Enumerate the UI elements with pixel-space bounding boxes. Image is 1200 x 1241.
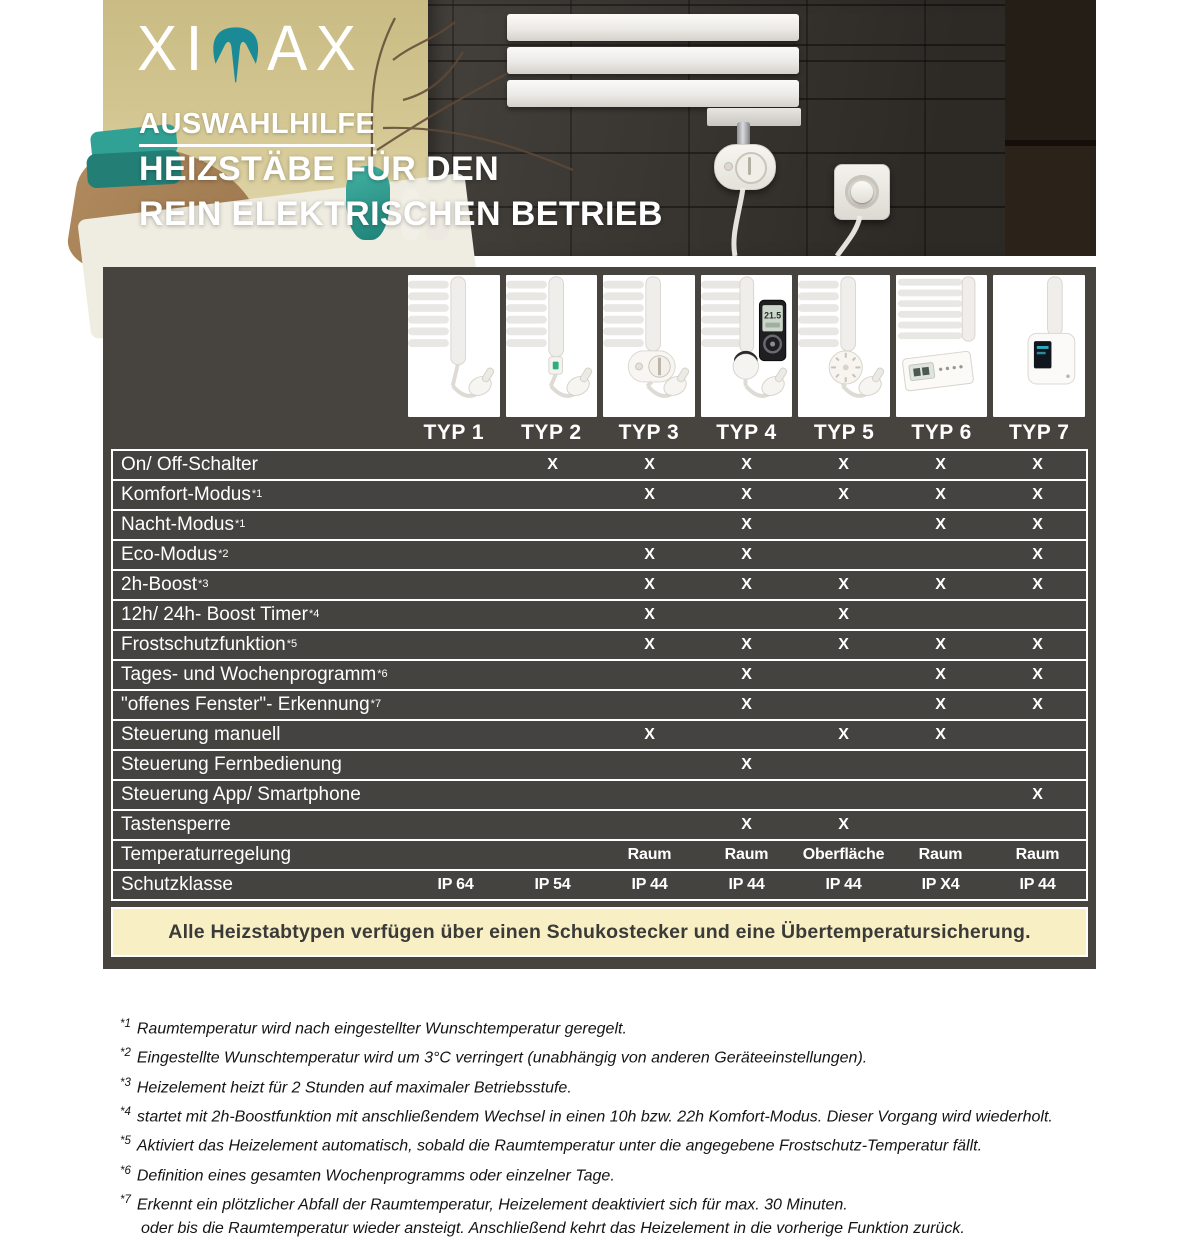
feature-value-cell: X [838, 816, 849, 833]
feature-row [113, 541, 1086, 571]
feature-row [113, 631, 1086, 661]
feature-label: Steuerung Fernbedienung [121, 754, 342, 775]
footnote-marker: *2 [120, 1047, 131, 1060]
feature-value-cell: X [935, 486, 946, 503]
feature-value-cell [698, 781, 795, 809]
footnote [120, 1071, 1080, 1100]
feature-value-cell: X [838, 726, 849, 743]
feature-label: 12h/ 24h- Boost Timer *4 [121, 604, 320, 625]
column-header-typ5: TYP 5 [813, 421, 875, 444]
feature-value-cell: X [741, 486, 752, 503]
feature-row [113, 841, 1086, 871]
feature-value-cell: X [1032, 696, 1043, 713]
footnote-text: Aktiviert das Heizelement automatisch, sobald die Raumtemperatur unter die angegebene Frostschutz-Temperatur fällt. [136, 1137, 983, 1155]
ximax-logo [137, 12, 365, 92]
feature-value-cell [407, 451, 504, 479]
feature-value-cell [504, 601, 601, 629]
feature-value-cell [795, 511, 892, 539]
tiles-row-spacer [111, 275, 405, 417]
feature-value-cell [504, 631, 601, 659]
feature-value-cell: IP 44 [728, 876, 765, 893]
feature-row [113, 481, 1086, 511]
feature-value-cell [504, 841, 601, 869]
feature-value-cell: X [741, 756, 752, 773]
feature-label: Steuerung App/ Smartphone [121, 784, 361, 805]
feature-row [113, 451, 1086, 481]
feature-value-cell: X [644, 486, 655, 503]
feature-value-cell: X [838, 636, 849, 653]
feature-value-cell [601, 661, 698, 689]
feature-value-cell [504, 781, 601, 809]
column-header-typ3: TYP 3 [618, 421, 680, 444]
feature-value-cell [601, 811, 698, 839]
footnote-marker: *6 [120, 1164, 131, 1177]
feature-value-cell: X [1032, 546, 1043, 563]
feature-value-cell: X [741, 636, 752, 653]
column-header-typ2: TYP 2 [521, 421, 582, 444]
feature-value-cell: Oberfläche [802, 846, 885, 863]
feature-label: Tastensperre [121, 814, 231, 835]
feature-value-cell: X [741, 666, 752, 683]
feature-value-cell: X [935, 636, 946, 653]
feature-value-cell [601, 691, 698, 719]
feature-value-cell: X [1032, 576, 1043, 593]
feature-row [113, 811, 1086, 841]
feature-row [113, 691, 1086, 721]
feature-value-cell [407, 781, 504, 809]
ximax-m-icon [209, 16, 264, 92]
page-title-line2: REIN ELEKTRISCHEN BETRIEB [139, 195, 663, 233]
footnote-text: Erkennt ein plötzlicher Abfall der Raumtemperatur, Heizelement deaktiviert sich für max. 30 Minuten. [136, 1196, 848, 1214]
feature-value-cell: IP X4 [921, 876, 960, 893]
footnote [120, 1129, 1080, 1158]
feature-value-cell [407, 601, 504, 629]
footnote-marker: *7 [120, 1193, 131, 1206]
feature-value-cell: X [1032, 666, 1043, 683]
footnote-text: Heizelement heizt für 2 Stunden auf maximaler Betriebsstufe. [136, 1078, 572, 1096]
column-header-row [111, 417, 1088, 449]
feature-row [113, 571, 1086, 601]
feature-value-cell: X [935, 456, 946, 473]
feature-value-cell [601, 511, 698, 539]
feature-value-cell: IP 44 [1019, 876, 1056, 893]
feature-value-cell [601, 751, 698, 779]
feature-value-cell: X [644, 546, 655, 563]
footnote [120, 1188, 1080, 1217]
feature-label: Tages- und Wochenprogramm *6 [121, 664, 388, 685]
content-column [103, 0, 1096, 1238]
feature-value-cell [795, 541, 892, 569]
page-title-line1: HEIZSTÄBE FÜR DEN [139, 150, 500, 188]
feature-value-cell: X [741, 546, 752, 563]
feature-value-cell: X [838, 456, 849, 473]
typ-6-product-image [896, 275, 988, 417]
feature-value-cell: Raum [1015, 846, 1060, 863]
feature-value-cell: X [1032, 486, 1043, 503]
feature-value-cell: IP 64 [437, 876, 474, 893]
feature-value-cell [989, 601, 1086, 629]
feature-value-cell [504, 511, 601, 539]
feature-value-cell: X [741, 516, 752, 533]
feature-value-cell: X [935, 666, 946, 683]
feature-value-cell [892, 811, 989, 839]
feature-value-cell [407, 841, 504, 869]
footnote-text: startet mit 2h-Boostfunktion mit anschließendem Wechsel in einen 10h bzw. 22h Komfort-Modus. Dieser Vorgang wird wiederholt. [136, 1108, 1053, 1126]
typ-4-product-image [701, 275, 793, 417]
feature-value-cell: IP 44 [631, 876, 668, 893]
typ-3-product-image [603, 275, 695, 417]
typ-1-product-image [408, 275, 500, 417]
footnote-marker: *3 [120, 1076, 131, 1089]
feature-value-cell [504, 541, 601, 569]
feature-value-cell [892, 751, 989, 779]
feature-value-cell: X [1032, 786, 1043, 803]
footnote-text: Definition eines gesamten Wochenprogramms oder einzelner Tage. [136, 1166, 615, 1184]
feature-value-cell: X [1032, 456, 1043, 473]
feature-label: Eco-Modus *2 [121, 544, 229, 565]
footnote-marker: *4 [120, 1105, 131, 1118]
feature-value-cell [407, 541, 504, 569]
footnote-marker: *5 [120, 1135, 131, 1148]
feature-value-cell [407, 721, 504, 749]
feature-label: Steuerung manuell [121, 724, 281, 745]
footnote-text: Raumtemperatur wird nach eingestellter Wunschtemperatur geregelt. [136, 1020, 627, 1038]
feature-row [113, 871, 1086, 899]
feature-label: Temperaturregelung [121, 844, 292, 865]
feature-value-cell: X [644, 636, 655, 653]
feature-value-cell: X [644, 726, 655, 743]
typ-5-product-image [798, 275, 890, 417]
feature-row [113, 511, 1086, 541]
feature-value-cell [795, 691, 892, 719]
feature-value-cell: X [935, 576, 946, 593]
feature-value-cell [407, 481, 504, 509]
logo-text-right: AX [267, 12, 365, 84]
feature-label: 2h-Boost *3 [121, 574, 209, 595]
column-header-typ6: TYP 6 [911, 421, 972, 444]
feature-value-cell [892, 601, 989, 629]
feature-value-cell [989, 811, 1086, 839]
logo-text-left: XI [137, 12, 211, 84]
feature-value-cell [504, 721, 601, 749]
footnotes-section [120, 1012, 1080, 1241]
footnote [120, 1012, 1080, 1041]
feature-value-cell [407, 691, 504, 719]
feature-value-cell: X [741, 456, 752, 473]
footnote [120, 1159, 1080, 1188]
feature-row [113, 661, 1086, 691]
feature-value-cell: X [644, 606, 655, 623]
feature-value-cell: X [838, 576, 849, 593]
feature-value-cell: X [741, 816, 752, 833]
feature-value-cell: X [644, 576, 655, 593]
feature-label: On/ Off-Schalter [121, 454, 258, 475]
feature-value-cell: X [1032, 516, 1043, 533]
feature-value-cell [504, 481, 601, 509]
footnote-marker: *1 [120, 1018, 131, 1030]
feature-value-cell: X [935, 516, 946, 533]
feature-value-cell [795, 661, 892, 689]
feature-label: Frostschutzfunktion *5 [121, 634, 298, 655]
header-row-spacer [111, 417, 405, 449]
feature-value-cell: X [838, 486, 849, 503]
feature-value-cell: X [935, 696, 946, 713]
feature-value-cell [892, 541, 989, 569]
feature-value-cell: IP 54 [534, 876, 571, 893]
feature-value-cell [407, 661, 504, 689]
feature-value-cell: X [1032, 636, 1043, 653]
column-header-typ1: TYP 1 [423, 421, 485, 444]
eyebrow-heading: AUSWAHLHILFE [139, 108, 375, 147]
feature-value-cell [504, 571, 601, 599]
feature-table-body [111, 449, 1088, 901]
feature-value-cell [504, 811, 601, 839]
feature-value-cell: X [741, 576, 752, 593]
feature-value-cell [504, 751, 601, 779]
feature-label: Schutzklasse [121, 874, 233, 895]
hero-banner [103, 0, 1096, 256]
feature-value-cell [795, 751, 892, 779]
feature-value-cell [989, 721, 1086, 749]
feature-value-cell [601, 781, 698, 809]
feature-value-cell: X [547, 456, 558, 473]
feature-value-cell [407, 751, 504, 779]
feature-value-cell [698, 601, 795, 629]
footnote [120, 1100, 1080, 1129]
column-header-typ7: TYP 7 [1008, 421, 1070, 444]
feature-value-cell: Raum [627, 846, 672, 863]
typ-2-product-image [506, 275, 598, 417]
feature-value-cell [407, 631, 504, 659]
feature-row [113, 601, 1086, 631]
feature-value-cell [892, 781, 989, 809]
feature-value-cell [504, 691, 601, 719]
column-header-typ4: TYP 4 [716, 421, 777, 444]
feature-value-cell: Raum [724, 846, 769, 863]
feature-value-cell [795, 781, 892, 809]
feature-value-cell [407, 811, 504, 839]
feature-value-cell [504, 661, 601, 689]
feature-label: Nacht-Modus *1 [121, 514, 246, 535]
footnote-text: Eingestellte Wunschtemperatur wird um 3°C verringert (unabhängig von anderen Geräteeinstellungen). [136, 1049, 868, 1067]
feature-value-cell [989, 751, 1086, 779]
product-tiles-row [111, 275, 1088, 417]
footnote-text: oder bis die Raumtemperatur wieder ansteigt. Anschließend kehrt das Heizelement in die vorherige Funktion zurück. [141, 1220, 965, 1238]
feature-value-cell: X [644, 456, 655, 473]
feature-value-cell: Raum [918, 846, 963, 863]
feature-value-cell: X [741, 696, 752, 713]
feature-value-cell: IP 44 [825, 876, 862, 893]
info-banner-text: Alle Heizstabtypen verfügen über einen Schukostecker und eine Übertemperatursicherung. [168, 920, 1031, 943]
feature-value-cell [698, 721, 795, 749]
footnote-continuation [120, 1217, 1080, 1241]
feature-value-cell: X [935, 726, 946, 743]
feature-label: "offenes Fenster"- Erkennung *7 [121, 694, 382, 715]
feature-value-cell [407, 571, 504, 599]
feature-value-cell: X [838, 606, 849, 623]
feature-value-cell [407, 511, 504, 539]
footnote [120, 1041, 1080, 1070]
comparison-panel [103, 267, 1096, 969]
typ-7-product-image [993, 275, 1085, 417]
info-banner [111, 907, 1088, 957]
svg-text:21.5: 21.5 [763, 310, 781, 321]
feature-label: Komfort-Modus *1 [121, 484, 263, 505]
feature-row [113, 751, 1086, 781]
feature-row [113, 721, 1086, 751]
feature-row [113, 781, 1086, 811]
